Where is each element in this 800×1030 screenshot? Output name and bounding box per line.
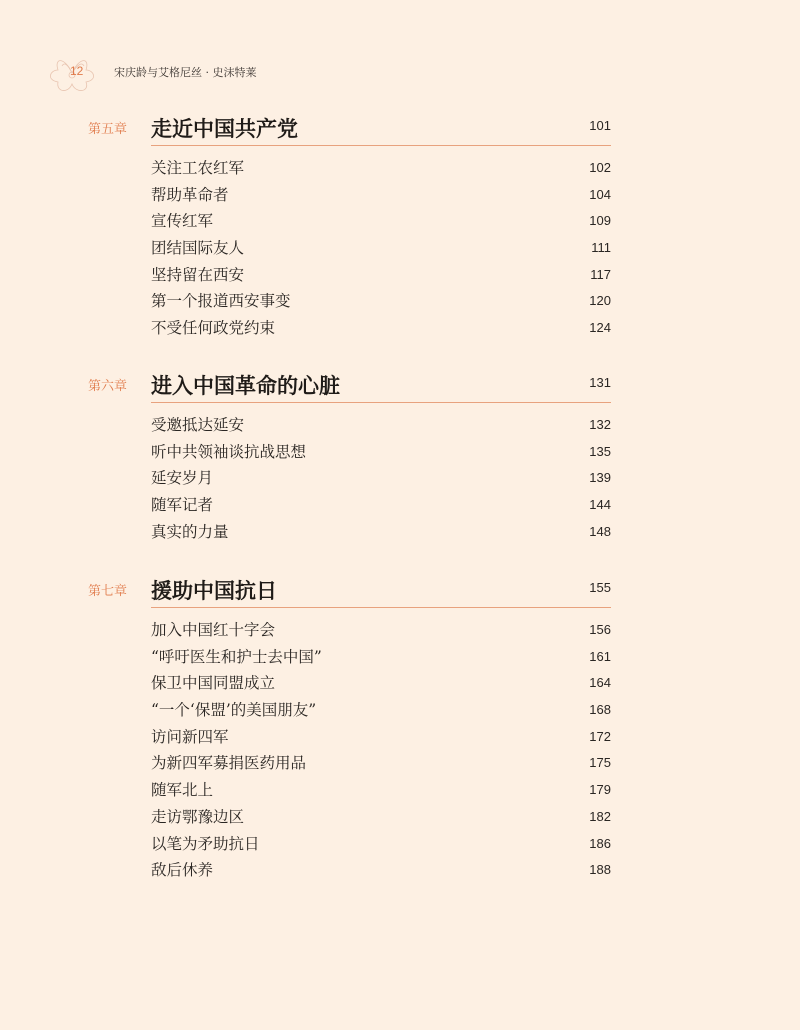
chapter-label: 第六章 (88, 379, 128, 394)
entry-list (151, 414, 611, 547)
entry-title: 延安岁月 (151, 469, 214, 488)
toc-entry[interactable] (151, 646, 611, 673)
entry-list (151, 157, 611, 344)
toc-entry[interactable] (151, 467, 611, 494)
entry-page: 182 (589, 808, 611, 824)
entry-page: 156 (589, 622, 611, 637)
toc-entry[interactable] (151, 317, 611, 344)
entry-page: 139 (589, 470, 611, 486)
toc-entry[interactable] (151, 726, 611, 753)
toc-entry[interactable] (151, 184, 611, 211)
toc-entry[interactable] (151, 833, 611, 860)
toc-entry[interactable] (151, 290, 611, 317)
entry-page: 132 (589, 417, 611, 432)
entry-page: 188 (589, 862, 611, 878)
entry-page: 111 (591, 240, 611, 256)
entry-page: 168 (589, 702, 611, 718)
entry-title: 走访鄂豫边区 (151, 807, 245, 826)
entry-title: 不受任何政党约束 (151, 319, 276, 338)
entry-title: 帮助革命者 (151, 185, 229, 204)
entry-page: 117 (590, 266, 611, 282)
chapter-title: 走近中国共产党 (151, 116, 298, 141)
toc-entry[interactable] (151, 521, 611, 548)
entry-page: 102 (589, 160, 611, 175)
toc-entry[interactable] (151, 210, 611, 237)
toc-entry[interactable] (151, 237, 611, 264)
running-title: 宋庆龄与艾格尼丝 · 史沫特莱 (114, 66, 257, 79)
entry-page: 148 (589, 523, 611, 539)
entry-title: 敌后休养 (151, 861, 214, 880)
toc-entry[interactable] (151, 441, 611, 468)
chapter-label: 第七章 (88, 584, 128, 599)
entry-title: “一个‘保盟’的美国朋友” (151, 701, 317, 720)
toc-entry[interactable] (151, 157, 611, 184)
chapter-page: 155 (589, 580, 611, 595)
chapter-label: 第五章 (88, 122, 128, 137)
entry-list (151, 619, 611, 886)
entry-page: 175 (589, 755, 611, 771)
entry-page: 135 (589, 443, 611, 459)
chapter-page: 131 (589, 375, 611, 390)
entry-title: 宣传红军 (151, 212, 214, 231)
toc-entry[interactable] (151, 414, 611, 441)
toc-entry[interactable] (151, 859, 611, 886)
entry-page: 186 (589, 835, 611, 851)
entry-page: 109 (589, 213, 611, 229)
entry-page: 172 (589, 728, 611, 744)
entry-title: 随军记者 (151, 496, 214, 515)
toc-entry[interactable] (151, 699, 611, 726)
toc-entry[interactable] (151, 806, 611, 833)
entry-title: 为新四军募捐医药用品 (151, 754, 307, 773)
chapter-title: 进入中国革命的心脏 (151, 373, 340, 398)
page-number: 12 (70, 64, 84, 78)
toc-entry[interactable] (151, 619, 611, 646)
entry-title: 加入中国红十字会 (151, 621, 276, 639)
entry-title: 真实的力量 (151, 522, 229, 541)
entry-page: 124 (589, 320, 611, 336)
chapter-title: 援助中国抗日 (151, 578, 277, 603)
chapter-page: 101 (589, 118, 611, 133)
entry-title: 受邀抵达延安 (151, 416, 245, 434)
entry-page: 144 (589, 497, 611, 513)
entry-title: 以笔为矛助抗日 (151, 834, 260, 853)
toc-entry[interactable] (151, 494, 611, 521)
toc-entry[interactable] (151, 672, 611, 699)
chapter-rule (151, 607, 611, 608)
entry-title: 第一个报道西安事变 (151, 292, 291, 311)
entry-title: 坚持留在西安 (151, 265, 245, 284)
entry-title: 关注工农红军 (151, 159, 245, 177)
entry-title: 访问新四军 (151, 727, 229, 746)
entry-page: 161 (589, 648, 611, 664)
page-header (42, 48, 462, 98)
toc-entry[interactable] (151, 264, 611, 291)
entry-title: 团结国际友人 (151, 239, 245, 258)
entry-title: 保卫中国同盟成立 (151, 674, 276, 693)
toc-entry[interactable] (151, 752, 611, 779)
entry-page: 120 (589, 293, 611, 309)
chapter-rule (151, 402, 611, 403)
entry-title: 听中共领袖谈抗战思想 (151, 442, 307, 461)
entry-page: 164 (589, 675, 611, 691)
entry-page: 104 (589, 186, 611, 202)
entry-title: “呼吁医生和护士去中国” (151, 647, 322, 666)
chapter-rule (151, 145, 611, 146)
entry-page: 179 (589, 782, 611, 798)
entry-title: 随军北上 (151, 781, 214, 800)
toc-entry[interactable] (151, 779, 611, 806)
